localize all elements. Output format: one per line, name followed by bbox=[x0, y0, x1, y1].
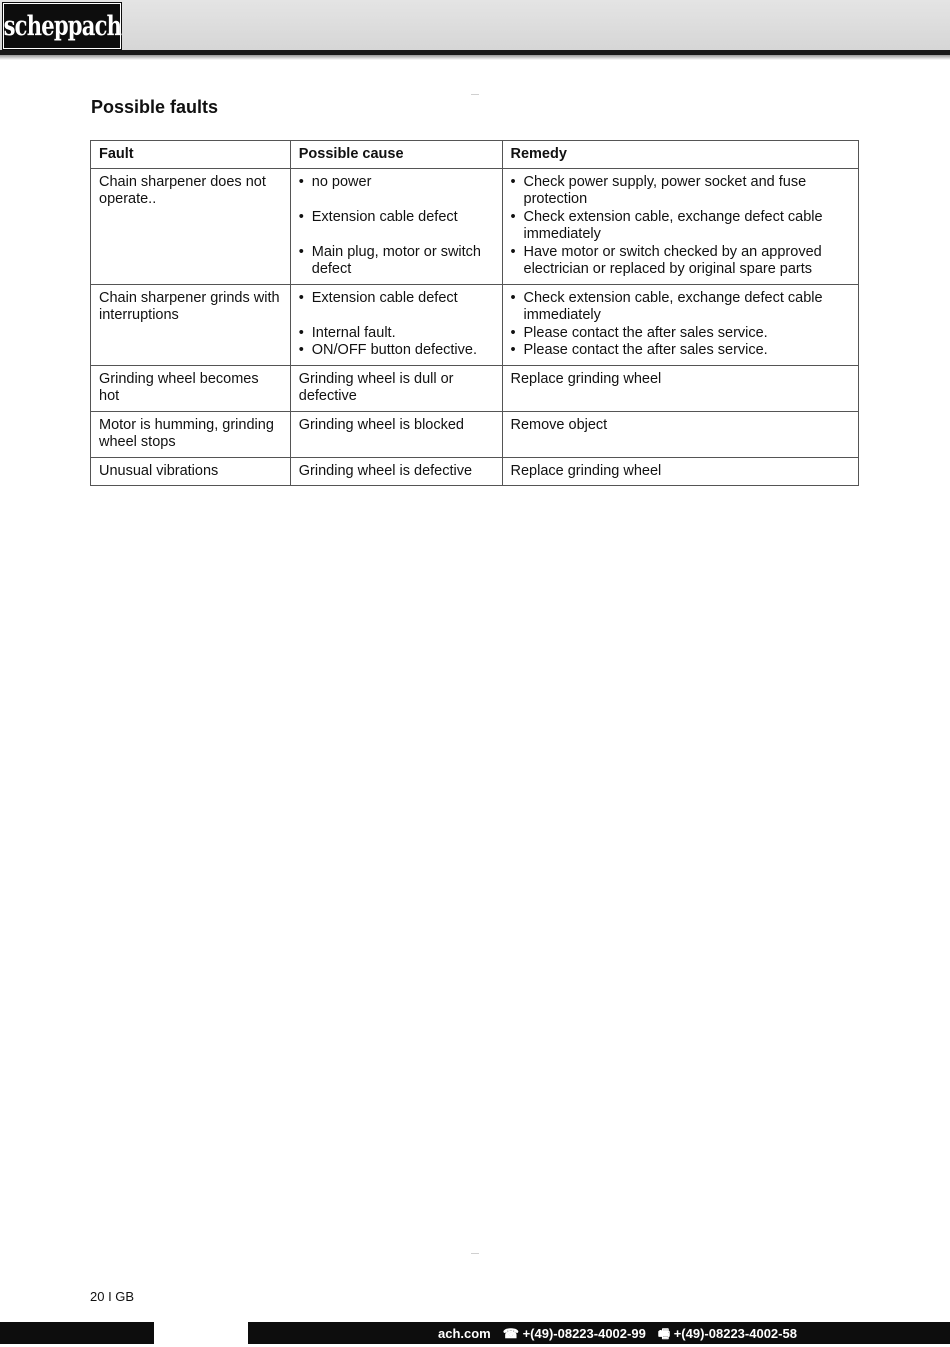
header-remedy: Remedy bbox=[502, 141, 859, 169]
cause-cell: Grinding wheel is defective bbox=[290, 457, 502, 486]
cause-cell: Grinding wheel is blocked bbox=[290, 411, 502, 457]
cause-cell bbox=[290, 284, 502, 365]
remedy-cell bbox=[502, 168, 859, 284]
list-item: • Please contact the after sales service. bbox=[511, 342, 851, 360]
remedy-cell bbox=[502, 284, 859, 365]
page-footer bbox=[0, 1322, 950, 1344]
cause-list bbox=[299, 290, 494, 360]
remedy-cell: Replace grinding wheel bbox=[502, 457, 859, 486]
page-header bbox=[0, 0, 950, 50]
list-item: • Check extension cable, exchange defect cable immediately bbox=[511, 209, 851, 244]
list-item: • Internal fault. bbox=[299, 325, 494, 343]
table-row bbox=[91, 284, 859, 365]
crop-mark-top bbox=[471, 94, 479, 95]
list-item: • Please contact the after sales service. bbox=[511, 325, 851, 343]
fault-cell: Chain sharpener grinds with interruptions bbox=[91, 284, 291, 365]
table-row bbox=[91, 168, 859, 284]
list-item: • no power bbox=[299, 174, 494, 192]
remedy-cell: Replace grinding wheel bbox=[502, 365, 859, 411]
fault-cell: Chain sharpener does not operate.. bbox=[91, 168, 291, 284]
cause-cell bbox=[290, 168, 502, 284]
cause-list bbox=[299, 174, 494, 279]
table-row bbox=[91, 411, 859, 457]
fault-cell: Grinding wheel becomes hot bbox=[91, 365, 291, 411]
fax-icon: 🖷 bbox=[657, 1326, 671, 1341]
table-row bbox=[91, 365, 859, 411]
page-title: Possible faults bbox=[91, 97, 219, 117]
logo-text: scheppach bbox=[3, 10, 121, 42]
table-header-row bbox=[91, 141, 859, 169]
list-item: • Check power supply, power socket and fuse protection bbox=[511, 174, 851, 209]
scheppach-logo bbox=[3, 3, 121, 49]
page-number: 20 I GB bbox=[90, 1289, 135, 1304]
list-item: • ON/OFF button defective. bbox=[299, 342, 494, 360]
list-item: • Check extension cable, exchange defect cable immediately bbox=[511, 290, 851, 325]
list-item: • Main plug, motor or switch defect bbox=[299, 244, 494, 279]
footer-fax: +(49)-08223-4002-58 bbox=[673, 1326, 797, 1341]
crop-mark-bottom bbox=[471, 1253, 479, 1254]
fault-cell: Unusual vibrations bbox=[91, 457, 291, 486]
cause-cell: Grinding wheel is dull or defective bbox=[290, 365, 502, 411]
phone-icon: ☎ bbox=[502, 1326, 519, 1341]
remedy-cell: Remove object bbox=[502, 411, 859, 457]
header-possible-cause: Possible cause bbox=[290, 141, 502, 169]
footer-website: ach.com bbox=[438, 1326, 491, 1341]
list-item: • Extension cable defect bbox=[299, 290, 494, 308]
faults-table bbox=[90, 140, 859, 486]
list-item: • Have motor or switch checked by an approved electrician or replaced by original spare parts bbox=[511, 244, 851, 279]
footer-gap bbox=[154, 1322, 248, 1344]
remedy-list bbox=[511, 290, 851, 360]
footer-phone: +(49)-08223-4002-99 bbox=[522, 1326, 646, 1341]
remedy-list bbox=[511, 174, 851, 279]
list-item: • Extension cable defect bbox=[299, 209, 494, 227]
table-row bbox=[91, 457, 859, 486]
fault-cell: Motor is humming, grinding wheel stops bbox=[91, 411, 291, 457]
header-fault: Fault bbox=[91, 141, 291, 169]
footer-contact bbox=[438, 1325, 797, 1347]
header-shadow bbox=[0, 55, 950, 60]
